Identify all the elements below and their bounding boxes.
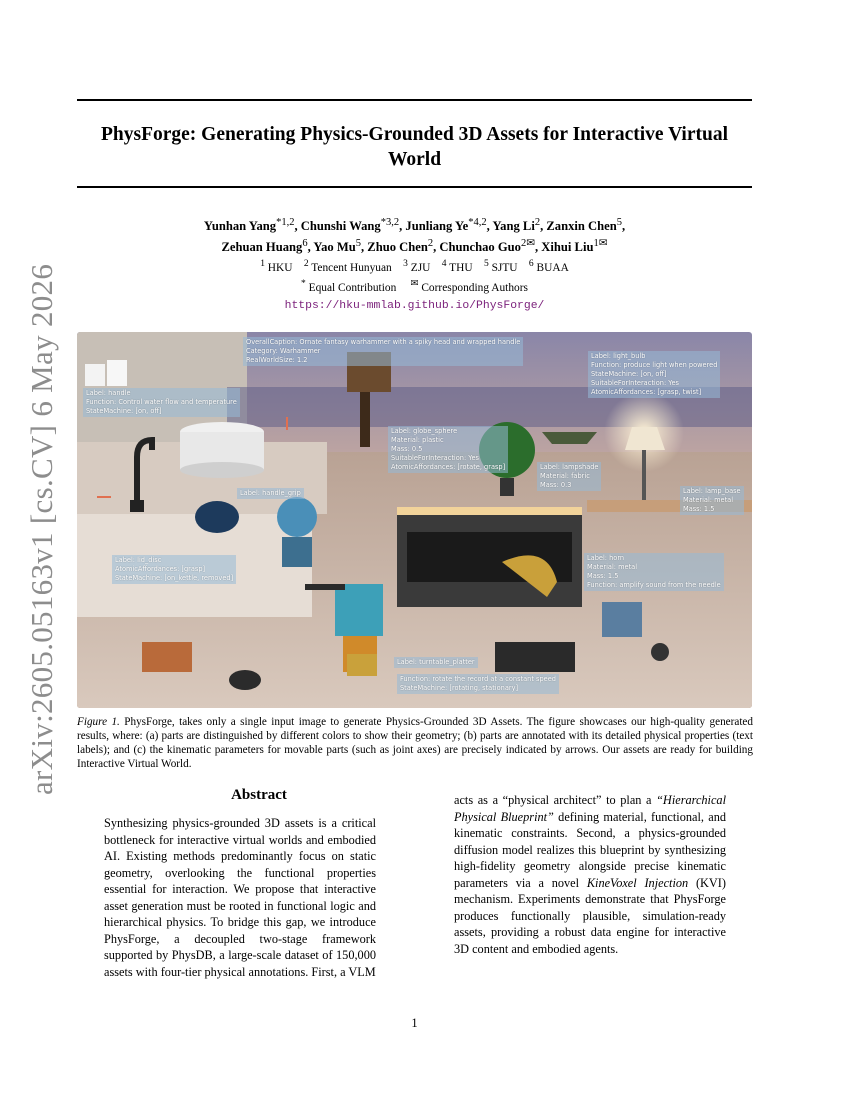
label-line: Label: lid_disc	[115, 556, 162, 564]
label-lampshade	[537, 462, 601, 491]
title-rule-top	[77, 99, 752, 101]
abstract-heading: Abstract	[231, 787, 287, 803]
label-line: Mass: 1.5	[683, 505, 715, 513]
label-line: Label: lamp_base	[683, 487, 741, 495]
label-line: Material: plastic	[391, 436, 444, 444]
label-line: AtomicAffordances: [grasp]	[115, 565, 206, 573]
page-number: 1	[411, 1016, 418, 1030]
label-lid-disc	[112, 555, 236, 584]
label-globe	[388, 426, 508, 473]
title-line-1: PhysForge: Generating Physics-Grounded 3D Assets for Interactive Virtual	[100, 124, 729, 145]
label-line: Label: lampshade	[540, 463, 599, 471]
abstract-text: acts as a “physical architect” to plan a	[454, 793, 657, 807]
abstract-text: defining material, functional, and kinematic constraints. Second, a physics-grounded diffusion model realizes this blueprint by synthesizing high-fidelity geometry alongside precise kinematic parameters via a novel	[454, 809, 726, 890]
abstract-column-2	[454, 792, 726, 957]
label-line: Category: Warhammer	[246, 347, 321, 355]
label-line: RealWorldSize: 1.2	[246, 356, 308, 364]
affiliations	[77, 256, 752, 296]
label-line: Material: metal	[587, 563, 638, 571]
project-url-link[interactable]: https://hku-mmlab.github.io/PhysForge/	[284, 300, 545, 312]
label-line: Function: Control water flow and temperature	[86, 398, 237, 406]
abstract-emphasis: KineVoxel Injection	[586, 875, 689, 890]
paper-title	[77, 122, 752, 172]
label-line: SuitableForInteraction: Yes	[391, 454, 479, 462]
label-line: StateMachine: [rotating, stationary]	[400, 684, 519, 692]
label-line: Function: amplify sound from the needle	[587, 581, 721, 589]
label-lamp-base	[680, 486, 744, 515]
abstract-emphasis: “Hierarchical Physical Blueprint”	[454, 793, 726, 824]
label-line: StateMachine: [on_kettle, removed]	[115, 574, 234, 582]
contribution-notes: * Equal Contribution ✉ Corresponding Authors	[301, 278, 528, 294]
author-list	[77, 214, 752, 256]
affiliation-list: $^1$ HKU $^2$ Tencent Hunyuan $^3$ ZJU $^4$ THU $^5$ SJTU $^6$ BUAA	[260, 259, 569, 274]
label-line: Label: turntable_platter	[397, 658, 475, 666]
label-line: Label: light_bulb	[591, 352, 646, 360]
label-line: Label: handle	[86, 389, 131, 397]
authors-line-1: Yunhan Yang$^{*1,2}$, Chunshi Wang$^{*3,2}$, Junliang Ye$^{*4,2}$, Yang Li$^2$, Zanxin Chen$^5$,	[203, 217, 626, 234]
label-line: Mass: 1.5	[587, 572, 619, 580]
label-line: StateMachine: [on, off]	[591, 370, 667, 378]
label-line: Label: globe_sphere	[391, 427, 458, 435]
teaser-figure	[77, 332, 752, 708]
label-line: AtomicAffordances: [grasp, twist]	[591, 388, 702, 396]
label-line: OverallCaption: Ornate fantasy warhammer with a spiky head and wrapped handle	[246, 338, 521, 346]
label-horn	[584, 553, 724, 591]
label-warhammer	[243, 337, 523, 366]
label-line: Label: horn	[587, 554, 625, 562]
figure-caption	[77, 716, 753, 772]
abstract-text: (KVI) mechanism. Experiments demonstrate that PhysForge produces functionally plausible, simulation-ready assets, providing a robust data engine for interactive 3D content and embodied agents.	[454, 875, 726, 956]
abstract-column-1: Synthesizing physics-grounded 3D assets is a critical bottleneck for interactive virtual worlds and embodied AI. Existing methods predominantly focus on static geometry, overlooking the functional properties essential for interaction. We propose that interactive asset generation must be rooted in functional logic and hierarchical physics. To bridge this gap, we introduce PhysForge, a decoupled two-stage framework supported by PhysDB, a large-scale dataset of 150,000 assets with four-tier physical annotations. First, a VLM	[104, 816, 376, 979]
caption-lead: Figure 1.	[77, 716, 120, 728]
label-line: AtomicAffordances: [rotate, grasp]	[391, 463, 506, 471]
title-line-2: World	[387, 149, 442, 170]
label-light-bulb	[588, 351, 720, 398]
label-line: Function: rotate the record at a constant speed	[400, 675, 556, 683]
label-handle-grip	[237, 488, 304, 499]
label-turntable	[394, 657, 478, 668]
label-turntable-function	[397, 674, 559, 694]
label-line: Function: produce light when powered	[591, 361, 718, 369]
arxiv-identifier: arXiv:2605.05163v1 [cs.CV] 6 May 2026	[24, 263, 59, 795]
label-line: Mass: 0.3	[540, 481, 572, 489]
label-faucet-handle	[83, 388, 240, 417]
label-line: Label: handle_grip	[240, 489, 301, 497]
label-line: StateMachine: [on, off]	[86, 407, 162, 415]
authors-line-2: Zehuan Huang$^6$, Yao Mu$^5$, Zhuo Chen$^2$, Chunchao Guo$^{2✉}$, Xihui Liu$^{1✉}$	[221, 238, 608, 255]
title-rule-bottom	[77, 186, 752, 188]
label-line: Mass: 0.5	[391, 445, 423, 453]
label-line: Material: metal	[683, 496, 734, 504]
label-line: Material: fabric	[540, 472, 590, 480]
caption-text: PhysForge, takes only a single input image to generate Physics-Grounded 3D Assets. The figure showcases our high-quality generated results, where: (a) parts are distinguished by different colors to show their geometry; (b) parts are annotated with its detailed physical properties (text labels); and (c) the kinematic parameters for movable parts (such as joint axes) are precisely indicated by arrows. Our assets are ready for building Interactive Virtual World.	[77, 716, 753, 770]
label-line: SuitableForInteraction: Yes	[591, 379, 679, 387]
